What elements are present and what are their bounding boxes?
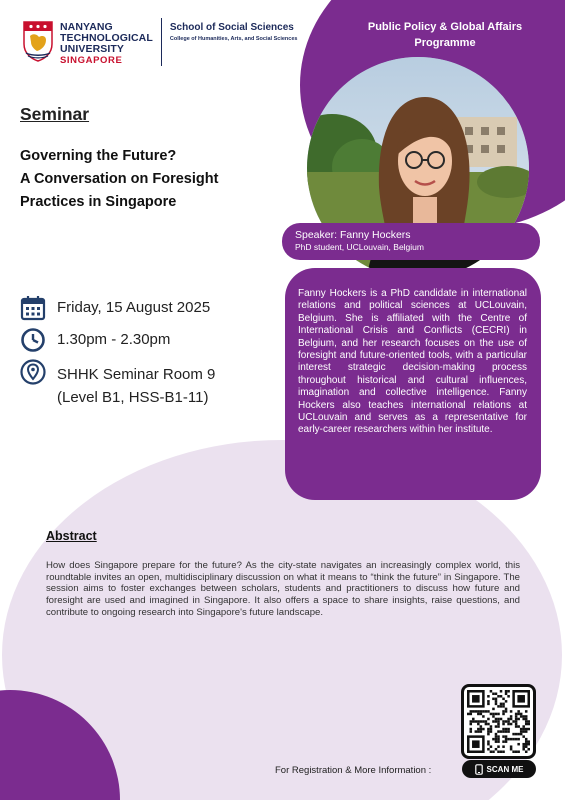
event-date: Friday, 15 August 2025: [57, 299, 211, 316]
scan-me-label: SCAN ME: [486, 764, 524, 774]
programme-line2: Programme: [414, 37, 476, 49]
logo-divider: [161, 18, 162, 66]
speaker-bio-box: [285, 268, 541, 500]
event-venue-line2: (Level B1, HSS-B1-11): [57, 389, 209, 406]
seminar-title-line2: A Conversation on Foresight: [20, 171, 219, 187]
university-name-line3: UNIVERSITY: [60, 43, 125, 55]
seminar-heading: Seminar: [20, 104, 90, 124]
calendar-icon: [20, 295, 46, 321]
clock-icon: [20, 327, 46, 353]
university-name-line2: TECHNOLOGICAL: [60, 32, 153, 44]
scan-me-badge: [462, 760, 536, 778]
registration-qr-code[interactable]: [461, 684, 536, 759]
university-name-line1: NANYANG: [60, 21, 113, 33]
university-name-line4: SINGAPORE: [60, 55, 123, 66]
speaker-affiliation: PhD student, UCLouvain, Belgium: [295, 242, 424, 252]
event-venue-line1: SHHK Seminar Room 9: [57, 366, 216, 383]
ntu-crest-icon: [22, 20, 54, 62]
school-block: [170, 20, 298, 42]
speaker-bio: Fanny Hockers is a PhD candidate in international relations and political sciences at UCLouvain, Belgium. She is affiliated with the Centre of International Crisis and Conflicts (CECRI) in Belgium, and her research focuses on the use of foresight and future-oriented tools, with a particular interest strategic decision-making process throughout historical and cultural influences, imagination and collective intelligence. Fanny Hockers also teaches international relations at UCLouvain and serves as a representative for early-career researchers within her institute.: [298, 288, 527, 436]
college-name: College of Humanities, Arts, and Social Sciences: [169, 36, 298, 42]
event-time: 1.30pm - 2.30pm: [57, 331, 171, 348]
school-name: School of Social Sciences: [169, 22, 294, 33]
programme-line1: Public Policy & Global Affairs: [367, 21, 523, 33]
speaker-name: Speaker: Fanny Hockers: [295, 229, 411, 241]
phone-scan-icon: [475, 764, 483, 775]
seminar-title-line1: Governing the Future?: [20, 148, 177, 164]
programme-name: [345, 19, 545, 51]
speaker-label: [282, 223, 540, 260]
location-pin-icon: [20, 359, 46, 385]
university-name: [60, 22, 153, 67]
qr-code-icon: [467, 690, 530, 753]
abstract-body: How does Singapore prepare for the future? As the city-state navigates an increasingly complex world, this roundtable invites an open, multidisciplinary discussion on what it means to “think the future” in Singapore. The session aims to foster exchanges between scholars, students and practitioners to discuss how future and foresight are used and imagined in Singapore. It also offers a space to share insights, raise questions, and contribute to ongoing research into Singapore's future landscape.: [46, 560, 520, 618]
abstract-heading: Abstract: [46, 529, 97, 543]
registration-text: For Registration & More Information :: [275, 765, 432, 776]
ntu-logo: [22, 20, 297, 67]
seminar-title-line3: Practices in Singapore: [20, 194, 177, 210]
